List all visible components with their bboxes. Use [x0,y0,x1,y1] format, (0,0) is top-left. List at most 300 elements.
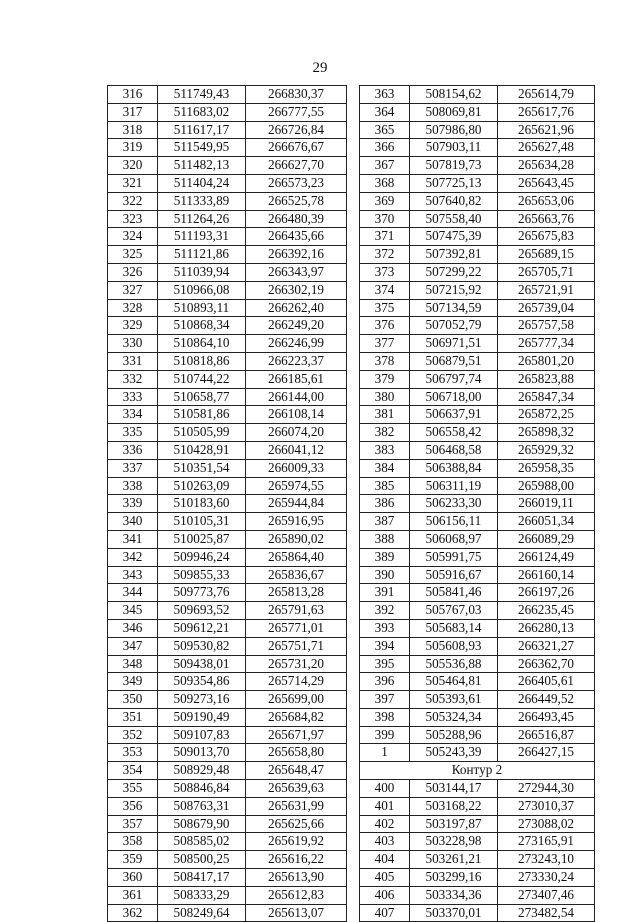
y-coordinate-cell: 265847,34 [498,388,595,406]
table-row [360,121,595,139]
point-number-cell: 406 [360,886,410,904]
point-number-cell: 376 [360,317,410,335]
x-coordinate-cell: 510818,86 [158,352,246,370]
y-coordinate-cell: 265617,76 [498,103,595,121]
x-coordinate-cell: 506388,84 [410,459,498,477]
y-coordinate-cell: 265627,48 [498,139,595,157]
point-number-cell: 402 [360,815,410,833]
x-coordinate-cell: 505288,96 [410,726,498,744]
point-number-cell: 1 [360,744,410,762]
table-row [108,886,347,904]
x-coordinate-cell: 506233,30 [410,495,498,513]
y-coordinate-cell: 266235,45 [498,602,595,620]
table-row [108,673,347,691]
y-coordinate-cell: 265714,29 [246,673,347,691]
y-coordinate-cell: 265684,82 [246,708,347,726]
y-coordinate-cell: 265643,45 [498,174,595,192]
point-number-cell: 370 [360,210,410,228]
y-coordinate-cell: 266573,23 [246,174,347,192]
point-number-cell: 330 [108,335,158,353]
point-number-cell: 390 [360,566,410,584]
y-coordinate-cell: 265813,28 [246,584,347,602]
x-coordinate-cell: 509354,86 [158,673,246,691]
x-coordinate-cell: 510864,10 [158,335,246,353]
y-coordinate-cell: 266197,26 [498,584,595,602]
point-number-cell: 382 [360,424,410,442]
x-coordinate-cell: 507725,13 [410,174,498,192]
table-row [360,602,595,620]
table-row [360,637,595,655]
table-row [360,299,595,317]
x-coordinate-cell: 505767,03 [410,602,498,620]
y-coordinate-cell: 266392,16 [246,246,347,264]
table-row [360,780,595,798]
table-row [360,584,595,602]
table-row [360,655,595,673]
x-coordinate-cell: 507052,79 [410,317,498,335]
table-row [108,815,347,833]
point-number-cell: 367 [360,157,410,175]
table-row [108,210,347,228]
x-coordinate-cell: 503228,98 [410,833,498,851]
x-coordinate-cell: 508679,90 [158,815,246,833]
point-number-cell: 333 [108,388,158,406]
point-number-cell: 348 [108,655,158,673]
y-coordinate-cell: 265791,63 [246,602,347,620]
x-coordinate-cell: 507819,73 [410,157,498,175]
point-number-cell: 389 [360,548,410,566]
y-coordinate-cell: 265613,90 [246,869,347,887]
x-coordinate-cell: 505841,46 [410,584,498,602]
point-number-cell: 320 [108,157,158,175]
point-number-cell: 361 [108,886,158,904]
table-row [360,548,595,566]
x-coordinate-cell: 510893,11 [158,299,246,317]
point-number-cell: 349 [108,673,158,691]
table-row [108,513,347,531]
point-number-cell: 342 [108,548,158,566]
y-coordinate-cell: 265699,00 [246,691,347,709]
table-row [108,121,347,139]
x-coordinate-cell: 506468,58 [410,441,498,459]
table-row [360,352,595,370]
table-row [360,174,595,192]
table-row [108,335,347,353]
x-coordinate-cell: 505393,61 [410,691,498,709]
y-coordinate-cell: 266160,14 [498,566,595,584]
y-coordinate-cell: 265625,66 [246,815,347,833]
table-row [360,103,595,121]
y-coordinate-cell: 265658,80 [246,744,347,762]
y-coordinate-cell: 265777,34 [498,335,595,353]
y-coordinate-cell: 266362,70 [498,655,595,673]
x-coordinate-cell: 505324,34 [410,708,498,726]
x-coordinate-cell: 509530,82 [158,637,246,655]
coordinates-table-right [359,85,595,922]
y-coordinate-cell: 265639,63 [246,780,347,798]
table-row [360,530,595,548]
point-number-cell: 393 [360,619,410,637]
point-number-cell: 319 [108,139,158,157]
y-coordinate-cell: 265663,76 [498,210,595,228]
y-coordinate-cell: 266480,39 [246,210,347,228]
x-coordinate-cell: 511549,95 [158,139,246,157]
x-coordinate-cell: 503144,17 [410,780,498,798]
x-coordinate-cell: 509773,76 [158,584,246,602]
table-row [108,388,347,406]
x-coordinate-cell: 510744,22 [158,370,246,388]
x-coordinate-cell: 506156,11 [410,513,498,531]
table-row [360,726,595,744]
point-number-cell: 340 [108,513,158,531]
y-coordinate-cell: 272944,30 [498,780,595,798]
y-coordinate-cell: 265757,58 [498,317,595,335]
y-coordinate-cell: 265836,67 [246,566,347,584]
table-row [108,584,347,602]
point-number-cell: 346 [108,619,158,637]
x-coordinate-cell: 506879,51 [410,352,498,370]
x-coordinate-cell: 506637,91 [410,406,498,424]
point-number-cell: 343 [108,566,158,584]
x-coordinate-cell: 511121,86 [158,246,246,264]
y-coordinate-cell: 265751,71 [246,637,347,655]
y-coordinate-cell: 273330,24 [498,869,595,887]
y-coordinate-cell: 266525,78 [246,192,347,210]
x-coordinate-cell: 511683,02 [158,103,246,121]
point-number-cell: 328 [108,299,158,317]
x-coordinate-cell: 510581,86 [158,406,246,424]
table-row [108,246,347,264]
point-number-cell: 366 [360,139,410,157]
x-coordinate-cell: 507392,81 [410,246,498,264]
y-coordinate-cell: 266108,14 [246,406,347,424]
y-coordinate-cell: 266427,15 [498,744,595,762]
y-coordinate-cell: 266089,29 [498,530,595,548]
table-row [360,815,595,833]
point-number-cell: 386 [360,495,410,513]
x-coordinate-cell: 507299,22 [410,263,498,281]
table-row [108,762,347,780]
point-number-cell: 369 [360,192,410,210]
point-number-cell: 373 [360,263,410,281]
table-row [108,86,347,104]
x-coordinate-cell: 511617,17 [158,121,246,139]
y-coordinate-cell: 265619,92 [246,833,347,851]
table-row [108,317,347,335]
table-row [108,352,347,370]
point-number-cell: 381 [360,406,410,424]
point-number-cell: 397 [360,691,410,709]
y-coordinate-cell: 266302,19 [246,281,347,299]
y-coordinate-cell: 266726,84 [246,121,347,139]
x-coordinate-cell: 511749,43 [158,86,246,104]
table-row [108,406,347,424]
y-coordinate-cell: 265613,07 [246,904,347,922]
x-coordinate-cell: 510183,60 [158,495,246,513]
x-coordinate-cell: 503261,21 [410,851,498,869]
point-number-cell: 318 [108,121,158,139]
point-number-cell: 317 [108,103,158,121]
y-coordinate-cell: 266144,00 [246,388,347,406]
x-coordinate-cell: 507986,80 [410,121,498,139]
table-row [360,86,595,104]
table-row [108,708,347,726]
y-coordinate-cell: 265705,71 [498,263,595,281]
table-row [360,246,595,264]
y-coordinate-cell: 265974,55 [246,477,347,495]
table-row [360,797,595,815]
point-number-cell: 379 [360,370,410,388]
point-number-cell: 375 [360,299,410,317]
point-number-cell: 322 [108,192,158,210]
y-coordinate-cell: 265612,83 [246,886,347,904]
point-number-cell: 401 [360,797,410,815]
y-coordinate-cell: 265944,84 [246,495,347,513]
y-coordinate-cell: 265771,01 [246,619,347,637]
y-coordinate-cell: 273407,46 [498,886,595,904]
coordinates-table-left [107,85,347,922]
y-coordinate-cell: 266041,12 [246,441,347,459]
table-row [108,192,347,210]
table-row [360,869,595,887]
y-coordinate-cell: 266516,87 [498,726,595,744]
x-coordinate-cell: 507558,40 [410,210,498,228]
table-row [108,548,347,566]
y-coordinate-cell: 265916,95 [246,513,347,531]
point-number-cell: 327 [108,281,158,299]
x-coordinate-cell: 503299,16 [410,869,498,887]
point-number-cell: 398 [360,708,410,726]
y-coordinate-cell: 265616,22 [246,851,347,869]
point-number-cell: 326 [108,263,158,281]
point-number-cell: 399 [360,726,410,744]
x-coordinate-cell: 510505,99 [158,424,246,442]
point-number-cell: 329 [108,317,158,335]
table-row [108,691,347,709]
table-row [360,406,595,424]
y-coordinate-cell: 273165,91 [498,833,595,851]
x-coordinate-cell: 508333,29 [158,886,246,904]
point-number-cell: 374 [360,281,410,299]
x-coordinate-cell: 511482,13 [158,157,246,175]
x-coordinate-cell: 505916,67 [410,566,498,584]
y-coordinate-cell: 273010,37 [498,797,595,815]
point-number-cell: 403 [360,833,410,851]
table-row [360,673,595,691]
y-coordinate-cell: 265929,32 [498,441,595,459]
y-coordinate-cell: 266676,67 [246,139,347,157]
x-coordinate-cell: 503370,01 [410,904,498,922]
x-coordinate-cell: 510025,87 [158,530,246,548]
y-coordinate-cell: 265614,79 [498,86,595,104]
table-row [108,869,347,887]
table-row [360,477,595,495]
table-row [108,655,347,673]
point-number-cell: 387 [360,513,410,531]
point-number-cell: 392 [360,602,410,620]
table-row [360,263,595,281]
point-number-cell: 335 [108,424,158,442]
table-row [360,459,595,477]
y-coordinate-cell: 266223,37 [246,352,347,370]
table-row [108,833,347,851]
x-coordinate-cell: 508763,31 [158,797,246,815]
point-number-cell: 362 [108,904,158,922]
x-coordinate-cell: 507134,59 [410,299,498,317]
x-coordinate-cell: 509855,33 [158,566,246,584]
point-number-cell: 354 [108,762,158,780]
x-coordinate-cell: 508846,84 [158,780,246,798]
point-number-cell: 407 [360,904,410,922]
x-coordinate-cell: 508500,25 [158,851,246,869]
y-coordinate-cell: 266449,52 [498,691,595,709]
table-row [108,851,347,869]
x-coordinate-cell: 510351,54 [158,459,246,477]
y-coordinate-cell: 266246,99 [246,335,347,353]
table-row [108,441,347,459]
point-number-cell: 334 [108,406,158,424]
y-coordinate-cell: 265621,96 [498,121,595,139]
x-coordinate-cell: 508154,62 [410,86,498,104]
table-row [360,904,595,922]
table-row [360,851,595,869]
table-row [360,708,595,726]
point-number-cell: 357 [108,815,158,833]
point-number-cell: 395 [360,655,410,673]
table-row [360,441,595,459]
point-number-cell: 368 [360,174,410,192]
point-number-cell: 378 [360,352,410,370]
table-row [360,744,595,762]
table-row [108,637,347,655]
y-coordinate-cell: 265872,25 [498,406,595,424]
x-coordinate-cell: 509612,21 [158,619,246,637]
x-coordinate-cell: 507215,92 [410,281,498,299]
table-row [108,103,347,121]
point-number-cell: 400 [360,780,410,798]
point-number-cell: 347 [108,637,158,655]
point-number-cell: 360 [108,869,158,887]
y-coordinate-cell: 265731,20 [246,655,347,673]
table-row [360,691,595,709]
point-number-cell: 351 [108,708,158,726]
y-coordinate-cell: 273482,54 [498,904,595,922]
y-coordinate-cell: 273088,02 [498,815,595,833]
table-row [360,281,595,299]
x-coordinate-cell: 508417,17 [158,869,246,887]
point-number-cell: 352 [108,726,158,744]
y-coordinate-cell: 265631,99 [246,797,347,815]
y-coordinate-cell: 266051,34 [498,513,595,531]
table-row [360,210,595,228]
contour-label: Контур 2 [360,762,595,780]
x-coordinate-cell: 506718,00 [410,388,498,406]
point-number-cell: 380 [360,388,410,406]
point-number-cell: 384 [360,459,410,477]
x-coordinate-cell: 507903,11 [410,139,498,157]
x-coordinate-cell: 511404,24 [158,174,246,192]
y-coordinate-cell: 266124,49 [498,548,595,566]
table-row [360,228,595,246]
y-coordinate-cell: 265653,06 [498,192,595,210]
x-coordinate-cell: 510428,91 [158,441,246,459]
page-number: 29 [312,60,328,76]
x-coordinate-cell: 510263,09 [158,477,246,495]
point-number-cell: 338 [108,477,158,495]
x-coordinate-cell: 505243,39 [410,744,498,762]
table-row [108,602,347,620]
table-row [360,833,595,851]
x-coordinate-cell: 507640,82 [410,192,498,210]
point-number-cell: 331 [108,352,158,370]
y-coordinate-cell: 265634,28 [498,157,595,175]
table-row [108,174,347,192]
point-number-cell: 339 [108,495,158,513]
point-number-cell: 350 [108,691,158,709]
x-coordinate-cell: 511264,26 [158,210,246,228]
table-row [108,424,347,442]
table-row [108,726,347,744]
x-coordinate-cell: 510966,08 [158,281,246,299]
point-number-cell: 358 [108,833,158,851]
x-coordinate-cell: 503197,87 [410,815,498,833]
table-row [108,157,347,175]
table-row [360,335,595,353]
y-coordinate-cell: 265671,97 [246,726,347,744]
y-coordinate-cell: 266019,11 [498,495,595,513]
y-coordinate-cell: 265988,00 [498,477,595,495]
table-row [360,192,595,210]
y-coordinate-cell: 273243,10 [498,851,595,869]
y-coordinate-cell: 266249,20 [246,317,347,335]
table-row [360,317,595,335]
x-coordinate-cell: 508585,02 [158,833,246,851]
y-coordinate-cell: 265689,15 [498,246,595,264]
y-coordinate-cell: 266777,55 [246,103,347,121]
y-coordinate-cell: 266262,40 [246,299,347,317]
point-number-cell: 323 [108,210,158,228]
table-row [108,566,347,584]
x-coordinate-cell: 509190,49 [158,708,246,726]
x-coordinate-cell: 505991,75 [410,548,498,566]
x-coordinate-cell: 506068,97 [410,530,498,548]
x-coordinate-cell: 505608,93 [410,637,498,655]
point-number-cell: 321 [108,174,158,192]
point-number-cell: 332 [108,370,158,388]
table-row [108,299,347,317]
point-number-cell: 405 [360,869,410,887]
y-coordinate-cell: 266185,61 [246,370,347,388]
x-coordinate-cell: 509693,52 [158,602,246,620]
table-row [360,424,595,442]
point-number-cell: 385 [360,477,410,495]
table-row [108,459,347,477]
x-coordinate-cell: 508069,81 [410,103,498,121]
point-number-cell: 325 [108,246,158,264]
table-row [108,281,347,299]
table-row [360,619,595,637]
y-coordinate-cell: 266435,66 [246,228,347,246]
table-row [108,495,347,513]
point-number-cell: 353 [108,744,158,762]
point-number-cell: 344 [108,584,158,602]
point-number-cell: 345 [108,602,158,620]
y-coordinate-cell: 265721,91 [498,281,595,299]
x-coordinate-cell: 506311,19 [410,477,498,495]
point-number-cell: 371 [360,228,410,246]
point-number-cell: 359 [108,851,158,869]
x-coordinate-cell: 510105,31 [158,513,246,531]
